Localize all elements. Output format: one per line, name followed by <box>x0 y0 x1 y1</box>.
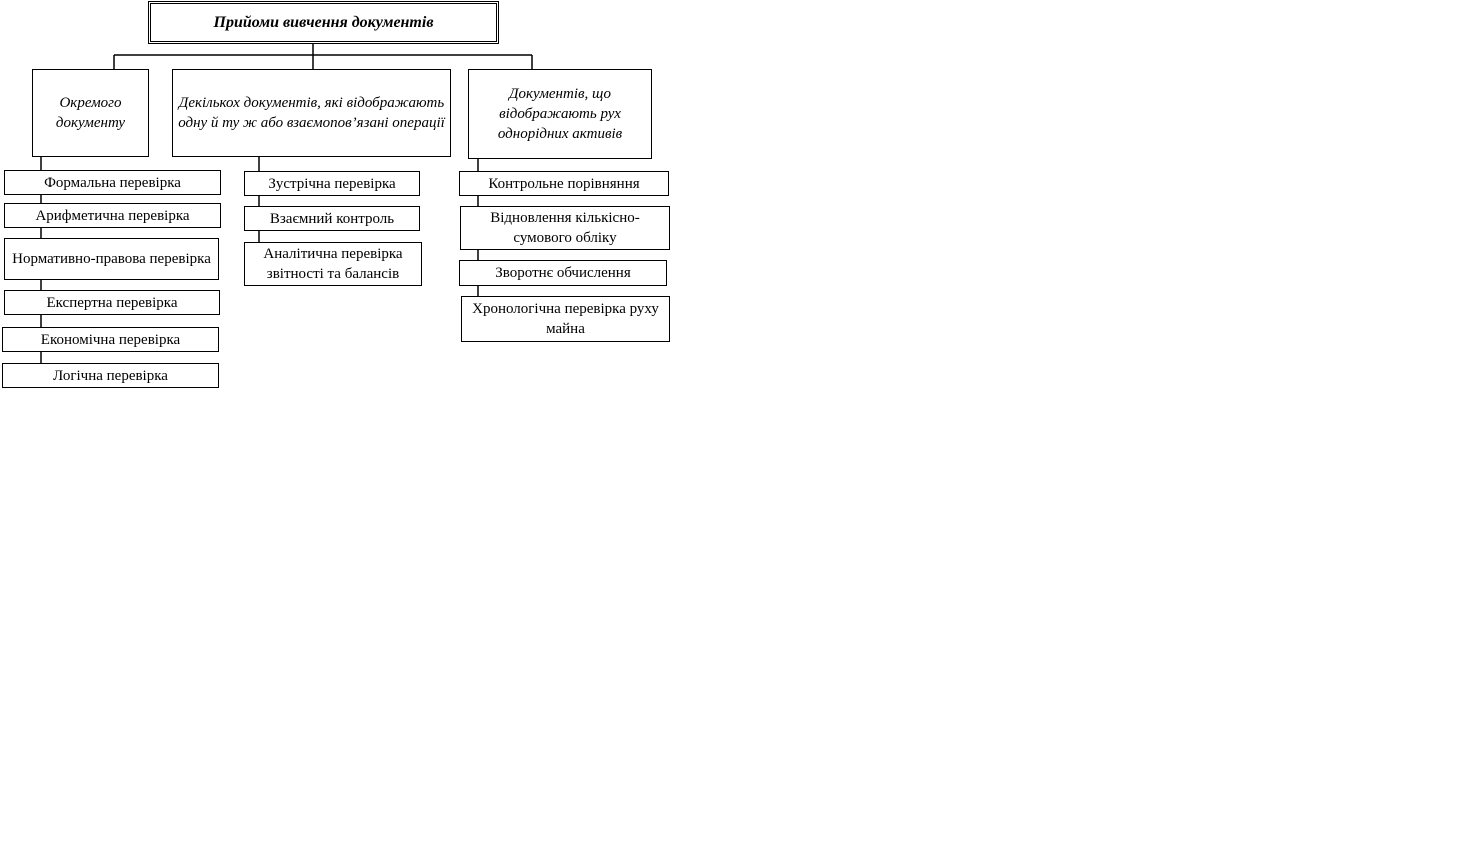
category-homogeneous-assets <box>468 69 652 159</box>
method-label: Взаємний контроль <box>269 210 395 227</box>
category-several-documents <box>172 69 451 157</box>
method-node <box>460 206 670 250</box>
method-label: Контрольне порівняння <box>488 175 640 192</box>
method-label: Зворотнє обчислення <box>495 265 631 281</box>
method-node <box>461 296 670 342</box>
method-node <box>244 171 420 196</box>
method-label: Зустрічна перевірка <box>268 175 396 192</box>
method-node <box>244 242 422 286</box>
method-node <box>459 171 669 196</box>
category-label: Декількох документів, які відображають одну й ту ж або взаємопов’язані операції <box>178 95 445 131</box>
category-label: Окремого документу <box>55 95 126 131</box>
method-node <box>2 363 219 388</box>
category-label: Документів, що відображають рух однорідних активів <box>497 86 623 142</box>
method-node <box>244 206 420 231</box>
method-label: Логічна перевірка <box>53 367 168 384</box>
method-node <box>4 170 221 195</box>
method-label: Аналітична перевірка звітності та балансів <box>263 246 403 282</box>
method-node <box>4 290 220 315</box>
category-single-document <box>32 69 149 157</box>
root-label: Прийоми вивчення документів <box>213 13 434 31</box>
method-node <box>2 327 219 352</box>
method-label: Відновлення кількісно-сумового обліку <box>490 210 640 246</box>
method-label: Арифметична перевірка <box>35 207 190 224</box>
method-label: Економічна перевірка <box>40 331 181 348</box>
method-label: Формальна перевірка <box>44 174 181 191</box>
method-label: Нормативно-правова перевірка <box>12 251 211 267</box>
method-node <box>459 260 667 286</box>
method-node <box>4 238 219 280</box>
method-label: Експертна перевірка <box>46 294 178 311</box>
method-node <box>4 203 221 228</box>
root-node <box>148 1 499 44</box>
method-label: Хронологічна перевірка руху майна <box>472 301 659 337</box>
